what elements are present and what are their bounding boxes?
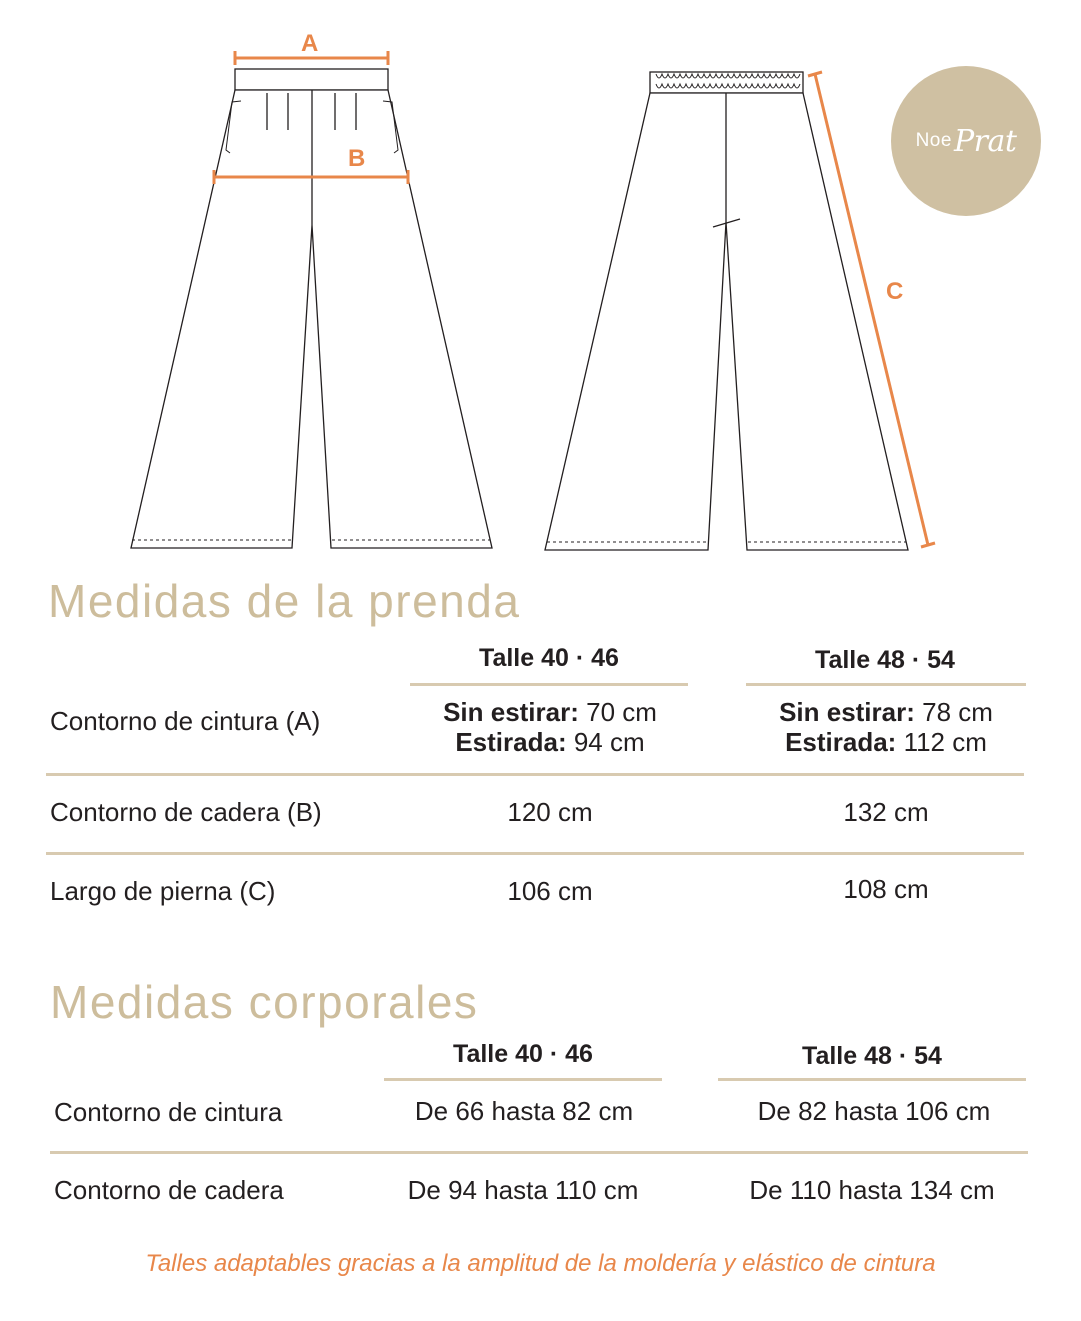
garment-waist-48-54 xyxy=(746,697,1026,757)
garment-leg-40-46: 106 cm xyxy=(507,876,593,906)
garment-hip-48-54: 132 cm xyxy=(843,797,929,827)
garment-hip-40-46: 120 cm xyxy=(507,797,593,827)
unstretched-value: 70 cm xyxy=(578,697,657,727)
body-col1-underline xyxy=(384,1078,662,1081)
garment-leg-48-54: 108 cm xyxy=(843,874,929,904)
garment-row-waist-label: Contorno de cintura (A) xyxy=(50,706,321,736)
brand-logo-first: Noe xyxy=(915,130,952,151)
garment-row-divider xyxy=(46,773,1024,776)
unstretched-value: 78 cm xyxy=(914,697,993,727)
body-waist-48-54: De 82 hasta 106 cm xyxy=(757,1096,991,1126)
body-row-divider xyxy=(50,1151,1028,1154)
brand-logo-second: Prat xyxy=(953,123,1017,159)
pants-back-view xyxy=(545,72,908,550)
unstretched-label: Sin estirar: xyxy=(443,697,579,727)
body-row-hip-label: Contorno de cadera xyxy=(54,1175,284,1205)
garment-waist-40-46 xyxy=(410,697,690,757)
garment-row-hip-label: Contorno de cadera (B) xyxy=(50,797,322,827)
stretched-value: 94 cm xyxy=(566,727,645,757)
body-hip-48-54: De 110 hasta 134 cm xyxy=(749,1175,995,1205)
garment-row-divider xyxy=(46,852,1024,855)
garment-col-size-48-54: Talle 48 · 54 xyxy=(815,646,955,674)
garment-row-leg-label: Largo de pierna (C) xyxy=(50,876,276,906)
body-hip-40-46: De 94 hasta 110 cm xyxy=(407,1175,639,1205)
body-waist-40-46: De 66 hasta 82 cm xyxy=(414,1096,634,1126)
garment-col1-underline xyxy=(410,683,688,686)
brand-logo xyxy=(891,66,1041,216)
dimension-a-label: A xyxy=(301,30,319,57)
body-col-size-48-54: Talle 48 · 54 xyxy=(802,1042,942,1070)
stretched-label: Estirada: xyxy=(785,727,897,757)
footnote: Talles adaptables gracias a la amplitud de la moldería y elástico de cintura xyxy=(145,1250,936,1277)
pants-front-view xyxy=(131,69,492,548)
stretched-label: Estirada: xyxy=(455,727,567,757)
body-col2-underline xyxy=(718,1078,1026,1081)
body-row-waist-label: Contorno de cintura xyxy=(54,1097,283,1127)
dimension-b-label: B xyxy=(348,145,366,172)
dimension-c-label: C xyxy=(886,278,904,305)
body-measures-title: Medidas corporales xyxy=(50,976,479,1028)
garment-col2-underline xyxy=(746,683,1026,686)
garment-measures-title: Medidas de la prenda xyxy=(48,575,521,627)
unstretched-label: Sin estirar: xyxy=(779,697,915,727)
garment-col-size-40-46: Talle 40 · 46 xyxy=(479,644,619,672)
stretched-value: 112 cm xyxy=(896,727,987,757)
body-col-size-40-46: Talle 40 · 46 xyxy=(453,1040,593,1068)
